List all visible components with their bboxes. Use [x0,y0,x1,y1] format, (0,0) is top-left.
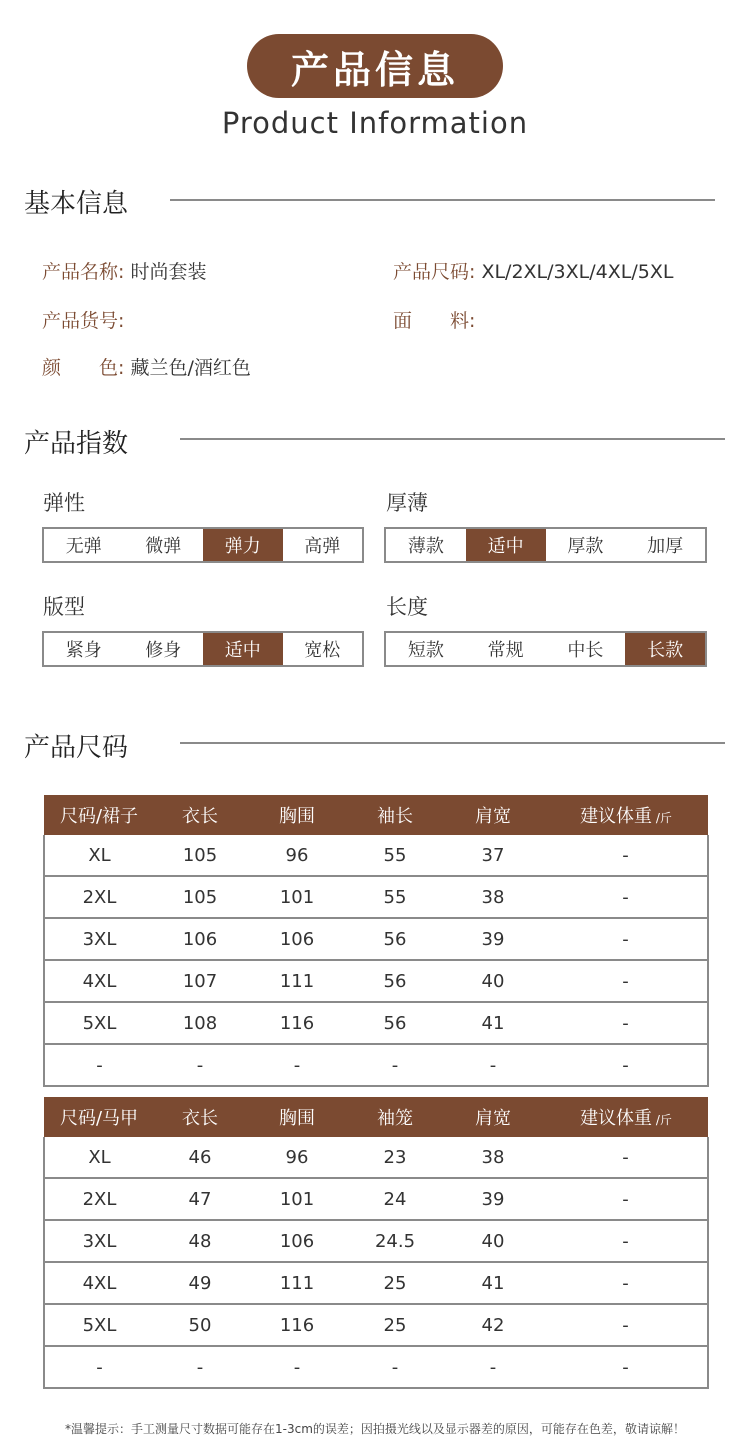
table-cell: - [246,1044,348,1086]
table-cell: 50 [154,1304,246,1346]
table-cell: - [544,1178,708,1220]
column-header: 肩宽 [442,795,544,835]
index-option: 高弹 [304,536,341,557]
field-value: 时尚套装 [130,261,207,283]
table-cell: 41 [442,1002,544,1044]
table-cell: 3XL [44,918,154,960]
table-row [44,1178,708,1220]
table-cell: - [544,918,708,960]
table-cell: - [544,1137,708,1178]
table-cell: 106 [154,918,246,960]
index-option: 短款 [407,640,444,661]
footer-note: *温馨提示：手工测量尺寸数据可能存在1-3cm的误差；因拍摄光线以及显示器差的原因，可能存在色差，敬请谅解！ [65,1422,685,1436]
table-row [44,1002,708,1044]
index-option: 无弹 [65,536,102,557]
section-divider [180,438,725,440]
table-row [44,960,708,1002]
field-color [42,353,251,380]
table-cell: - [154,1044,246,1086]
table-row [44,918,708,960]
table-cell: 25 [348,1304,442,1346]
table-cell: XL [44,1137,154,1178]
table-cell: - [544,1220,708,1262]
table-cell: 4XL [44,960,154,1002]
index-option: 修身 [145,640,182,661]
table-cell: 101 [246,876,348,918]
table-cell: 38 [442,1137,544,1178]
section-heading-index: 产品指数 [24,429,129,459]
table-cell: 39 [442,918,544,960]
index-option-selected: 长款 [625,633,705,665]
index-group-label: 厚薄 [386,491,428,515]
index-option-selected: 弹力 [203,529,283,561]
index-option: 微弹 [145,536,182,557]
table-cell: - [544,876,708,918]
table-cell: 42 [442,1304,544,1346]
field-value: XL/2XL/3XL/4XL/5XL [481,261,674,283]
table-cell: 23 [348,1137,442,1178]
index-scale-thickness [384,527,707,563]
table-cell: 46 [154,1137,246,1178]
column-header: 尺码/裙子 [44,795,154,835]
table-cell: 96 [246,835,348,876]
column-header: 衣长 [154,795,246,835]
table-cell: 48 [154,1220,246,1262]
field-label: 颜 色: [42,357,125,379]
index-scale-length [384,631,707,667]
column-header: 袖长 [348,795,442,835]
section-divider [180,742,725,744]
table-cell: 4XL [44,1262,154,1304]
column-header: 建议体重 /斤 [544,795,708,835]
table-cell: - [544,1002,708,1044]
section-divider [170,199,715,201]
table-cell: 111 [246,960,348,1002]
index-option-selected: 适中 [203,633,283,665]
table-cell: 47 [154,1178,246,1220]
column-header: 建议体重 /斤 [544,1097,708,1137]
table-cell: - [442,1044,544,1086]
table-cell: - [442,1346,544,1388]
column-header: 袖笼 [348,1097,442,1137]
index-option: 常规 [487,640,524,661]
table-row [44,876,708,918]
table-cell: 39 [442,1178,544,1220]
field-product-name [42,257,206,284]
index-option-selected: 适中 [466,529,546,561]
table-cell: 106 [246,918,348,960]
table-cell: - [246,1346,348,1388]
index-scale-fit [42,631,364,667]
column-header: 胸围 [246,1097,348,1137]
page-title-badge: 产品信息 [247,34,503,98]
table-cell: 2XL [44,1178,154,1220]
index-scale-elasticity [42,527,364,563]
column-header: 衣长 [154,1097,246,1137]
field-product-sku [42,306,124,333]
section-heading-sizes: 产品尺码 [24,733,129,763]
field-label: 产品货号: [42,310,125,332]
table-cell: 105 [154,876,246,918]
table-cell: 25 [348,1262,442,1304]
table-cell: 56 [348,1002,442,1044]
table-row [44,1346,708,1388]
page-subtitle: Product Information [221,106,529,140]
table-cell: 40 [442,1220,544,1262]
table-cell: 116 [246,1304,348,1346]
field-material [393,306,475,333]
table-cell: - [544,1304,708,1346]
table-cell: - [348,1346,442,1388]
section-heading-basic: 基本信息 [24,189,129,219]
table-cell: 116 [246,1002,348,1044]
size-table-vest [43,1097,709,1389]
table-cell: 5XL [44,1304,154,1346]
column-header: 胸围 [246,795,348,835]
index-group-label: 弹性 [43,491,85,515]
table-cell: 106 [246,1220,348,1262]
table-cell: 5XL [44,1002,154,1044]
table-cell: 108 [154,1002,246,1044]
table-cell: - [544,960,708,1002]
table-cell: - [44,1044,154,1086]
index-group-label: 版型 [43,595,85,619]
table-cell: 55 [348,876,442,918]
table-cell: 24.5 [348,1220,442,1262]
index-option: 中长 [567,640,604,661]
table-cell: 56 [348,960,442,1002]
field-product-size [393,257,673,284]
table-cell: 55 [348,835,442,876]
index-option: 薄款 [407,536,444,557]
table-row [44,1137,708,1178]
field-label: 产品名称: [42,261,125,283]
size-table-skirt [43,795,709,1087]
table-cell: - [154,1346,246,1388]
table-row [44,835,708,876]
table-cell: 105 [154,835,246,876]
column-header: 尺码/马甲 [44,1097,154,1137]
table-cell: - [44,1346,154,1388]
table-row [44,1304,708,1346]
index-group-label: 长度 [386,595,428,619]
table-cell: 111 [246,1262,348,1304]
table-cell: - [544,835,708,876]
table-cell: - [544,1044,708,1086]
table-cell: 38 [442,876,544,918]
table-cell: 2XL [44,876,154,918]
field-label: 面 料: [393,310,476,332]
table-cell: 40 [442,960,544,1002]
table-row [44,1220,708,1262]
field-label: 产品尺码: [393,261,476,283]
index-option: 加厚 [647,536,684,557]
index-option: 紧身 [65,640,102,661]
table-cell: 49 [154,1262,246,1304]
table-cell: - [348,1044,442,1086]
table-cell: 24 [348,1178,442,1220]
table-cell: 37 [442,835,544,876]
table-row [44,1262,708,1304]
table-cell: XL [44,835,154,876]
table-cell: 107 [154,960,246,1002]
table-cell: 96 [246,1137,348,1178]
index-option: 厚款 [567,536,604,557]
table-row [44,1044,708,1086]
table-cell: - [544,1262,708,1304]
index-option: 宽松 [304,640,341,661]
field-value: 藏兰色/酒红色 [130,357,251,379]
table-cell: 101 [246,1178,348,1220]
table-cell: 41 [442,1262,544,1304]
table-cell: 3XL [44,1220,154,1262]
table-cell: - [544,1346,708,1388]
column-header: 肩宽 [442,1097,544,1137]
table-cell: 56 [348,918,442,960]
